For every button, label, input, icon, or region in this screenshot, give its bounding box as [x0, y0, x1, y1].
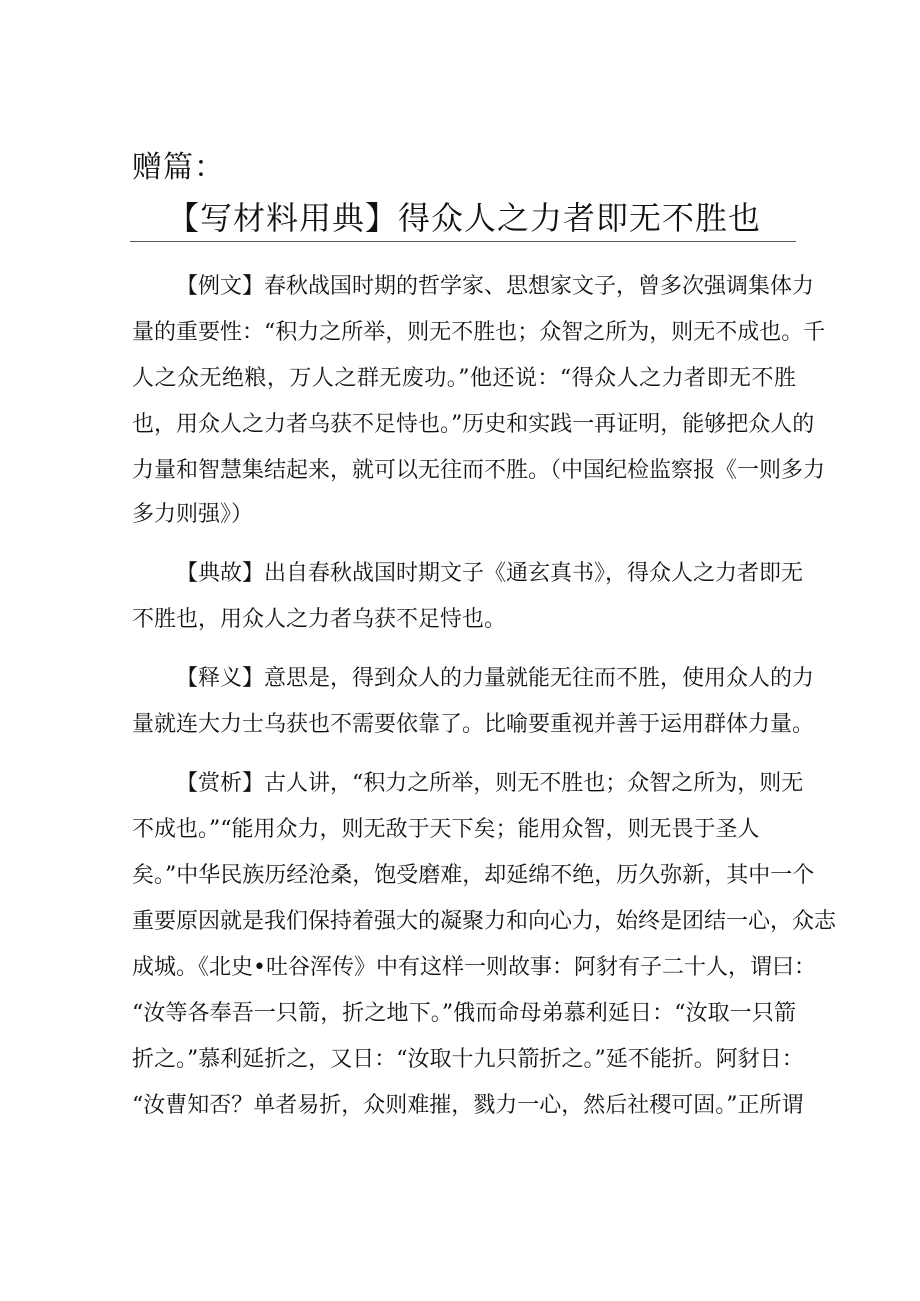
paragraph-line: 【例文】春秋战国时期的哲学家、思想家文子，曾多次强调集体力: [176, 274, 815, 299]
paragraph-line: 矣。”中华民族历经沧桑，饱受磨难，却延绵不绝，历久弥新，其中一个: [132, 863, 815, 888]
paragraph-line: 【赏析】古人讲，“积力之所举，则无不胜也；众智之所为，则无: [176, 771, 804, 796]
paragraph-line: 人之众无绝粮，万人之群无废功。”他还说：“得众人之力者即无不胜: [132, 366, 796, 391]
document-title: 【写材料用典】得众人之力者即无不胜也: [166, 199, 761, 237]
paragraph-line: “汝曹知否？单者易折，众则难摧，戮力一心，然后社稷可固。”正所谓: [132, 1093, 804, 1118]
paragraph-line: 多力则强》）: [132, 502, 254, 527]
paragraph-line: 力量和智慧集结起来，就可以无往而不胜。（中国纪检监察报《一则多力: [132, 458, 826, 483]
paragraph-line: 不胜也，用众人之力者乌获不足恃也。: [132, 607, 507, 632]
paragraph-line: 重要原因就是我们保持着强大的凝聚力和向心力，始终是团结一心，众志: [132, 909, 837, 934]
paragraph-line: 量的重要性：“积力之所举，则无不胜也；众智之所为，则无不成也。千: [132, 320, 826, 345]
paragraph-line: 【释义】意思是，得到众人的力量就能无往而不胜，使用众人的力: [176, 666, 815, 691]
paragraph-line: 折之。”慕利延折之，又日：“汝取十九只箭折之。”延不能折。阿豺日：: [132, 1047, 804, 1072]
title-underline: [130, 241, 796, 242]
paragraph-line: “汝等各奉吾一只箭，折之地下。”俄而命母弟慕利延日：“汝取一只箭: [132, 1001, 796, 1026]
paragraph-line: 成城。《北史•吐谷浑传》中有这样一则故事：阿豺有子二十人，谓曰：: [132, 955, 816, 980]
section-heading: 赠篇：: [132, 150, 225, 185]
paragraph-line: 量就连大力士乌获也不需要依靠了。比喻要重视并善于运用群体力量。: [132, 712, 815, 737]
paragraph-line: 不成也。”“能用众力，则无敌于天下矣；能用众智，则无畏于圣人: [132, 817, 760, 842]
paragraph-line: 也，用众人之力者乌获不足恃也。”历史和实践一再证明，能够把众人的: [132, 412, 815, 437]
paragraph-line: 【典故】出自春秋战国时期文子《通玄真书》，得众人之力者即无: [176, 561, 804, 586]
